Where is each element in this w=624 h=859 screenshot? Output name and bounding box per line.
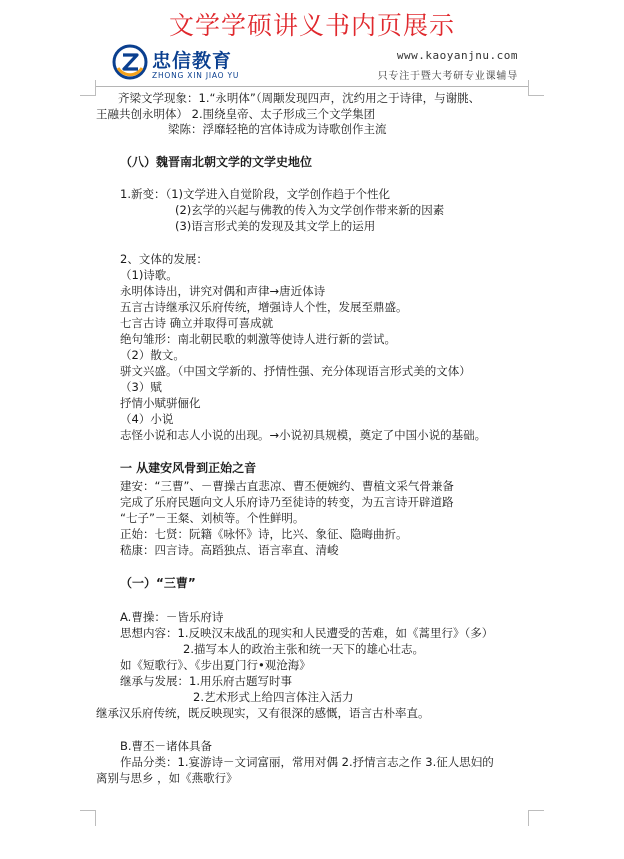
- body-line: 骈文兴盛。（中国文学新的、抒情性强、充分体现语言形式美的文体）: [120, 364, 471, 378]
- body-line: 继承与发展：1.用乐府古题写时事: [120, 674, 292, 688]
- body-line: 齐梁文学现象：1.“永明体”（周颙发现四声，沈约用之于诗律，与谢朓、: [118, 91, 481, 105]
- body-line: (3)语言形式美的发现及其文学上的运用: [175, 219, 376, 233]
- body-line: （1)诗歌。: [120, 268, 178, 282]
- site-url: www.kaoyanjnu.com: [396, 49, 518, 62]
- body-line: 完成了乐府民题向文人乐府诗乃至徒诗的转变，为五言诗开辟道路: [120, 495, 454, 509]
- header-tagline: 只专注于暨大考研专业课辅导: [377, 71, 518, 82]
- zhongxin-logo-icon: [112, 44, 148, 80]
- body-line: 梁陈：浮靡轻艳的宫体诗成为诗歌创作主流: [168, 122, 387, 136]
- body-line: “七子”－王粲、刘桢等。个性鲜明。: [120, 511, 305, 525]
- body-line: A.曹操：－皆乐府诗: [120, 610, 224, 624]
- section-heading: （一）“三曹”: [120, 576, 196, 590]
- body-line: 建安：“三曹”、－曹操古直悲凉、曹丕便婉约、曹植文采气骨兼备: [120, 479, 454, 493]
- body-line: （3）赋: [120, 380, 162, 394]
- body-line: 嵇康：四言诗。高蹈独点、语言率直、清峻: [120, 543, 339, 557]
- body-line: 作品分类：1.宴游诗－文词富丽，常用对偶 2.抒情言志之作 3.征人思妇的: [120, 755, 494, 769]
- body-line: （4）小说: [120, 412, 174, 426]
- crop-mark-bottom-right: [528, 810, 544, 826]
- body-line: 如《短歌行》、《步出夏门行•观沧海》: [120, 658, 311, 672]
- body-line: 志怪小说和志人小说的出现。→小说初具规模，奠定了中国小说的基础。: [120, 428, 487, 442]
- body-line: 1.新变：（1)文学进入自觉阶段，文学创作趋于个性化: [120, 187, 391, 201]
- body-line: 2.艺术形式上给四言体注入活力: [193, 690, 354, 704]
- body-line: 永明体诗出，讲究对偶和声律→唐近体诗: [120, 284, 326, 298]
- crop-mark-top-right: [528, 80, 544, 96]
- crop-mark-top-left: [80, 80, 96, 96]
- body-line: 离别与思乡 ，如《燕歌行》: [96, 771, 238, 785]
- body-line: 抒情小赋骈俪化: [120, 396, 201, 410]
- header-divider: [96, 86, 528, 87]
- body-line: 2、文体的发展：: [120, 252, 208, 266]
- section-heading: 一 从建安风骨到正始之音: [120, 461, 257, 475]
- body-line: 2.描写本人的政治主张和统一天下的雄心壮志。: [183, 642, 424, 656]
- section-heading: （八）魏晋南北朝文学的文学史地位: [120, 155, 313, 169]
- body-line: 五言古诗继承汉乐府传统，增强诗人个性，发展至鼎盛。: [120, 300, 408, 314]
- body-line: 王融共创永明体） 2.围绕皇帝、太子形成三个文学集团: [96, 107, 376, 121]
- body-line: 思想内容：1.反映汉末战乱的现实和人民遭受的苦难，如《蒿里行》（多）: [120, 626, 494, 640]
- body-line: (2)玄学的兴起与佛教的传入为文学创作带来新的因素: [175, 203, 445, 217]
- crop-mark-bottom-left: [80, 810, 96, 826]
- body-line: 绝句雏形：南北朝民歌的刺激等使诗人进行新的尝试。: [120, 332, 396, 346]
- body-line: 七言古诗 确立并取得可喜成就: [120, 316, 274, 330]
- logo-wordmark: 忠信教育: [152, 50, 233, 72]
- logo-pinyin: ZHONG XIN JIAO YU: [152, 71, 240, 80]
- body-line: B.曹丕－诸体具备: [120, 739, 213, 753]
- body-line: 继承汉乐府传统，既反映现实，又有很深的感慨，语言古朴率直。: [96, 706, 430, 720]
- body-line: 正始：七贤：阮籍《咏怀》诗，比兴、象征、隐晦曲折。: [120, 527, 408, 541]
- body-line: （2）散文。: [120, 348, 185, 362]
- page-banner-title: 文学学硕讲义书内页展示: [168, 11, 455, 40]
